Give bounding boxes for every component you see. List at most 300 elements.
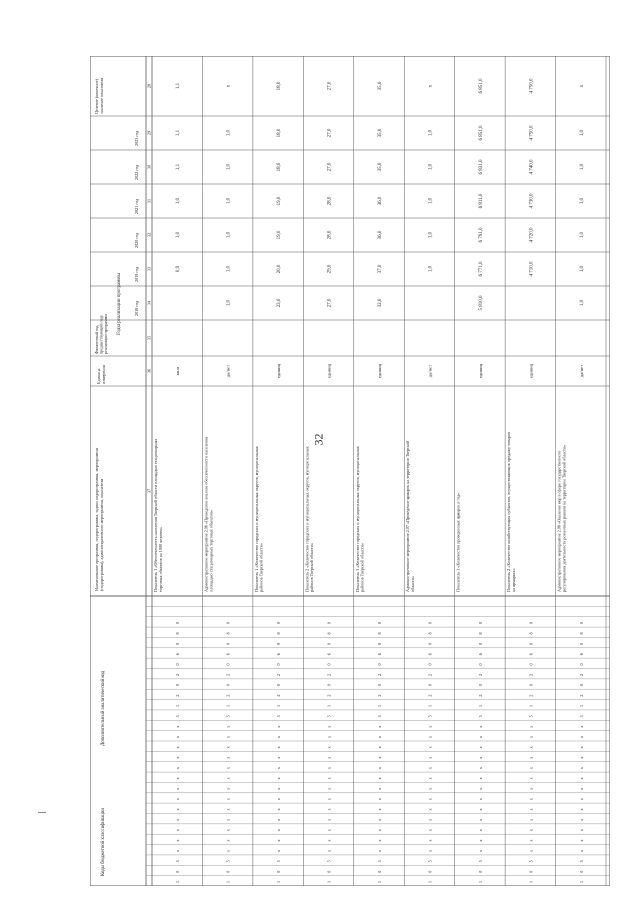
row-code-8-1: 0: [578, 870, 584, 873]
row-code-4-2: 5: [377, 860, 382, 863]
row-value-5-4: 1,0: [428, 163, 434, 171]
row-code-1-12: х: [225, 756, 231, 759]
row-code-0-14: х: [175, 735, 181, 739]
row-code-1-8: х: [225, 798, 231, 801]
row-code-0-1: 0: [175, 870, 181, 873]
row-code-2-8: х: [276, 798, 282, 801]
row-code-8-3: х: [578, 849, 584, 852]
row-value-6-5: 6 851,0: [478, 125, 484, 141]
row-code-7-0: 1: [528, 880, 534, 884]
row-value-0-1: 0,9: [176, 265, 182, 273]
row-value-7-2: 4 720,0: [529, 227, 535, 243]
row-code-3-18: 2: [326, 694, 332, 697]
row-code-8-19: 0: [578, 684, 584, 687]
row-code-6-13: х: [477, 746, 483, 749]
row-code-2-11: х: [276, 767, 282, 770]
row-code-2-3: х: [276, 849, 282, 852]
row-code-8-24: 8: [578, 632, 584, 635]
row-value-3-0: 27,0: [327, 298, 333, 308]
row-code-1-7: х: [225, 808, 231, 811]
row-code-5-15: х: [427, 725, 433, 728]
row-value-4-3: 36,0: [378, 196, 383, 206]
row-code-4-13: х: [377, 746, 382, 749]
row-target-8: х: [579, 84, 585, 88]
row-code-4-3: х: [377, 849, 382, 852]
row-unit-1: да/нет: [225, 364, 231, 378]
row-code-3-10: х: [326, 777, 332, 780]
row-value-8-0: 1,0: [579, 299, 585, 307]
row-code-6-14: х: [477, 735, 483, 739]
row-code-8-17: 1: [578, 704, 584, 707]
row-code-6-3: х: [477, 849, 483, 852]
row-text-3: Показатель 2 «Количество городских и муниципальных округов, муниципальныхрайонов Тверской области»: [304, 446, 315, 592]
row-code-1-5: х: [225, 829, 231, 832]
row-value-4-1: 37,0: [378, 264, 383, 274]
row-code-5-8: х: [427, 798, 433, 801]
row-code-8-0: 1: [578, 880, 584, 884]
row-unit-0: кв.м: [175, 366, 181, 376]
row-code-7-4: х: [528, 839, 534, 842]
row-code-3-25: 0: [326, 622, 332, 625]
row-code-1-24: 8: [225, 632, 231, 635]
row-target-0: 1,1: [176, 82, 182, 90]
row-code-2-21: 0: [276, 663, 282, 666]
row-code-6-5: х: [477, 829, 483, 832]
row-code-6-1: 0: [477, 870, 483, 873]
additional-codes-header: Дополнительный аналитический код: [101, 670, 106, 746]
row-code-4-23: 0: [377, 642, 382, 645]
row-code-5-7: х: [427, 808, 433, 811]
row-value-0-2: 1,0: [176, 231, 182, 239]
row-code-4-22: 6: [377, 653, 382, 656]
row-code-3-16: 5: [326, 715, 332, 718]
col-number-29: 29: [146, 130, 152, 136]
row-code-8-7: х: [578, 808, 584, 811]
row-code-0-25: 0: [175, 622, 181, 625]
row-code-0-7: х: [175, 808, 181, 811]
row-code-6-15: х: [477, 725, 483, 728]
row-code-3-19: 0: [326, 684, 332, 687]
row-target-3: 27,0: [327, 81, 333, 91]
row-value-7-1: 4 710,0: [529, 261, 535, 277]
row-code-7-9: х: [528, 787, 534, 790]
row-code-5-9: х: [427, 787, 433, 790]
row-code-0-13: х: [175, 746, 181, 749]
row-code-1-9: х: [225, 787, 231, 790]
row-value-1-3: 1,0: [226, 197, 232, 205]
row-code-0-11: х: [175, 767, 181, 770]
row-text-4: Показатель 3 «Количество городских и муниципальных округов, муниципальныхрайонов Тверской области»: [354, 446, 365, 592]
col-number-28: 28: [146, 83, 152, 89]
row-code-2-13: х: [276, 746, 282, 749]
row-value-1-5: 1,0: [226, 129, 232, 137]
row-code-4-16: 5: [377, 715, 382, 718]
row-code-5-23: 0: [427, 642, 433, 645]
row-code-1-22: 6: [225, 653, 231, 656]
row-value-6-4: 6 831,0: [478, 159, 484, 175]
row-value-4-4: 35,0: [378, 162, 383, 172]
row-code-1-15: х: [225, 725, 231, 728]
row-target-5: х: [428, 84, 434, 88]
row-code-3-0: 1: [326, 880, 332, 884]
row-value-4-5: 35,0: [378, 128, 383, 138]
row-code-8-10: х: [578, 777, 584, 780]
row-code-6-10: х: [477, 777, 483, 780]
row-unit-8: да/нет: [578, 364, 584, 378]
year-header-2: 2020 год: [134, 232, 139, 248]
row-code-8-14: х: [578, 735, 584, 739]
row-code-2-6: х: [276, 818, 282, 821]
row-value-8-4: 1,0: [579, 163, 585, 171]
row-code-3-17: 1: [326, 704, 332, 707]
row-code-6-23: 0: [477, 642, 483, 645]
row-code-7-16: 5: [528, 715, 534, 718]
row-value-2-1: 20,0: [277, 264, 283, 274]
row-code-2-9: х: [276, 787, 282, 790]
budget-codes-header: Коды бюджетной классификации: [101, 808, 106, 876]
row-code-4-18: 2: [377, 694, 382, 697]
row-code-2-7: х: [276, 808, 282, 811]
row-code-5-12: х: [427, 756, 433, 759]
row-code-2-25: 0: [276, 622, 282, 625]
row-code-6-12: х: [477, 756, 483, 759]
row-code-1-13: х: [225, 746, 231, 749]
row-code-6-19: 0: [477, 684, 483, 687]
row-code-0-5: х: [175, 829, 181, 832]
row-value-1-2: 1,0: [226, 231, 232, 239]
row-code-6-24: 8: [477, 632, 483, 635]
row-code-5-24: 8: [427, 632, 433, 635]
row-code-1-4: х: [225, 839, 231, 842]
row-code-8-8: х: [578, 798, 584, 801]
row-code-2-24: 8: [276, 632, 282, 635]
row-code-7-23: 0: [528, 642, 534, 645]
year-header-5: 2023 год: [134, 130, 139, 146]
row-code-6-8: х: [477, 798, 483, 801]
row-value-0-3: 1,0: [176, 197, 182, 205]
row-code-1-0: 1: [225, 880, 231, 884]
program-name-header: Наименование программы, подпрограммы, задачи подпрограммы, мероприятия(подпрограммы), административного мероприятия, показателя: [94, 448, 104, 591]
row-code-1-10: х: [225, 777, 231, 780]
row-code-3-15: х: [326, 725, 332, 728]
row-value-3-2: 28,0: [327, 230, 333, 240]
row-code-6-0: 1: [477, 880, 483, 884]
row-code-3-22: 6: [326, 653, 332, 656]
row-value-6-3: 6 811,0: [478, 193, 484, 209]
row-code-1-6: х: [225, 818, 231, 821]
row-code-5-16: 5: [427, 715, 433, 718]
row-code-0-8: х: [175, 798, 181, 801]
row-code-1-23: 0: [225, 642, 231, 645]
row-code-6-17: 1: [477, 704, 483, 707]
row-code-2-14: х: [276, 735, 282, 739]
row-code-8-22: 6: [578, 653, 584, 656]
row-code-0-0: 1: [175, 880, 181, 884]
row-code-1-1: 0: [225, 870, 231, 873]
row-code-4-9: х: [377, 787, 382, 790]
row-code-2-20: 2: [276, 673, 282, 676]
row-code-8-23: 0: [578, 642, 584, 645]
row-code-7-18: 2: [528, 694, 534, 697]
row-value-3-4: 27,0: [327, 162, 333, 172]
row-code-7-22: 6: [528, 653, 534, 656]
table-svg: [90, 56, 610, 886]
row-code-5-3: х: [427, 849, 433, 852]
row-code-2-10: х: [276, 777, 282, 780]
row-code-4-17: 1: [377, 704, 382, 707]
row-code-5-18: 2: [427, 694, 433, 697]
row-code-8-5: х: [578, 829, 584, 832]
row-code-3-14: х: [326, 735, 332, 739]
row-code-1-16: 5: [225, 715, 231, 718]
col-number-32: 32: [146, 232, 152, 238]
row-text-2: Показатель 1 «Количество городских и муниципальных округов, муниципальныхрайонов Тверской области»: [253, 446, 264, 592]
row-value-2-3: 19,0: [277, 196, 283, 206]
row-code-0-18: 2: [175, 694, 181, 697]
row-code-3-9: х: [326, 787, 332, 790]
row-code-0-15: х: [175, 725, 181, 728]
row-code-0-19: 0: [175, 684, 181, 687]
row-value-6-1: 6 771,0: [478, 261, 484, 277]
row-value-5-3: 1,0: [428, 197, 434, 205]
row-code-1-14: х: [225, 735, 231, 739]
col-number-36: 36: [146, 368, 152, 374]
row-code-3-2: 5: [326, 860, 332, 863]
row-code-6-9: х: [477, 787, 483, 790]
row-code-7-10: х: [528, 777, 534, 780]
row-code-0-20: 2: [175, 673, 181, 676]
row-value-5-5: 1,0: [428, 129, 434, 137]
row-code-4-6: х: [377, 818, 382, 821]
row-code-3-12: х: [326, 756, 332, 759]
row-code-2-1: 0: [276, 870, 282, 873]
row-code-6-2: 5: [477, 860, 483, 863]
row-code-7-12: х: [528, 756, 534, 759]
row-code-4-11: х: [377, 767, 382, 770]
row-code-2-22: 6: [276, 653, 282, 656]
row-value-2-4: 18,0: [277, 162, 283, 172]
row-code-3-8: х: [326, 798, 332, 801]
row-target-4: 35,0: [378, 81, 383, 91]
row-code-3-4: х: [326, 839, 332, 842]
row-code-3-11: х: [326, 767, 332, 770]
row-code-1-11: х: [225, 767, 231, 770]
row-code-7-14: х: [528, 735, 534, 739]
row-value-5-1: 1,0: [428, 265, 434, 273]
row-code-7-25: 0: [528, 622, 534, 625]
row-value-8-5: 1,0: [579, 129, 585, 137]
unit-header: Единицаизмерения: [96, 365, 106, 384]
row-code-8-16: 5: [578, 715, 584, 718]
row-value-7-4: 4 740,0: [529, 159, 535, 175]
row-code-0-2: 5: [175, 860, 181, 863]
row-code-3-13: х: [326, 746, 332, 749]
row-code-4-0: 1: [377, 880, 382, 884]
row-code-5-5: х: [427, 829, 433, 832]
row-code-5-17: 1: [427, 704, 433, 707]
row-code-7-13: х: [528, 746, 534, 749]
row-code-4-12: х: [377, 756, 382, 759]
row-value-0-4: 1,1: [176, 163, 182, 171]
row-code-4-19: 0: [377, 684, 382, 687]
row-text-1: Административное мероприятие 2.06 «Проведение анализа обеспеченности населенияплощадью стационарных торговых объектов»: [203, 436, 214, 592]
row-code-7-19: 0: [528, 684, 534, 687]
row-code-0-23: 0: [175, 642, 181, 645]
row-code-5-6: х: [427, 818, 433, 821]
row-code-8-4: х: [578, 839, 584, 842]
row-code-1-25: 0: [225, 622, 231, 625]
row-value-6-0: 5 810,0: [478, 295, 484, 311]
row-code-4-20: 2: [377, 673, 382, 676]
row-code-8-21: 0: [578, 663, 584, 666]
row-code-5-20: 2: [427, 673, 433, 676]
row-code-3-7: х: [326, 808, 332, 811]
row-target-7: 4 750,0: [529, 78, 535, 94]
row-code-8-13: х: [578, 746, 584, 749]
row-code-5-10: х: [427, 777, 433, 780]
row-code-5-21: 0: [427, 663, 433, 666]
row-code-8-20: 2: [578, 673, 584, 676]
row-code-5-2: 5: [427, 860, 433, 863]
row-code-2-12: х: [276, 756, 282, 759]
row-value-0-5: 1,1: [176, 129, 182, 137]
row-value-8-3: 1,0: [579, 197, 585, 205]
row-value-2-2: 19,0: [277, 230, 283, 240]
row-code-2-4: х: [276, 839, 282, 842]
row-value-3-3: 28,0: [327, 196, 333, 206]
row-value-4-2: 36,0: [378, 230, 383, 240]
row-value-1-0: 1,0: [226, 299, 232, 307]
row-code-0-17: 1: [175, 704, 181, 707]
col-number-30: 30: [146, 164, 152, 170]
row-code-4-5: х: [377, 829, 382, 832]
row-code-8-2: 5: [578, 860, 584, 863]
row-code-8-18: 2: [578, 694, 584, 697]
row-code-6-7: х: [477, 808, 483, 811]
row-code-0-12: х: [175, 756, 181, 759]
row-value-2-5: 18,0: [277, 128, 283, 138]
row-unit-5: да/нет: [427, 364, 433, 378]
row-value-6-2: 6 791,0: [478, 227, 484, 243]
row-code-7-15: х: [528, 725, 534, 728]
row-code-0-4: х: [175, 839, 181, 842]
row-code-3-23: 0: [326, 642, 332, 645]
row-code-7-2: 5: [528, 860, 534, 863]
row-value-1-1: 1,0: [226, 265, 232, 273]
row-code-6-21: 0: [477, 663, 483, 666]
row-text-6: Показатель 1 «Количество проведенных ярмарок в год»: [455, 492, 461, 592]
col-number-33: 33: [146, 266, 152, 272]
row-code-6-4: х: [477, 839, 483, 842]
row-code-3-3: х: [326, 849, 332, 852]
row-code-2-15: х: [276, 725, 282, 728]
row-code-7-7: х: [528, 808, 534, 811]
row-value-3-1: 29,0: [327, 264, 333, 274]
row-value-8-2: 1,0: [579, 231, 585, 239]
row-text-7: Показатель 2 «Количество хозяйствующих субъектов, осуществляющих продажу товаровна ярмарках»: [506, 432, 516, 592]
row-unit-6: единиц: [477, 363, 483, 379]
row-code-3-24: 8: [326, 632, 332, 635]
page-number: 32: [311, 433, 326, 446]
col-number-37: 37: [146, 488, 152, 494]
row-target-6: 6 851,0: [478, 78, 484, 94]
years-header: Годы реализации программы: [117, 273, 122, 335]
target-header: Целевое (конечное)значение показателя: [94, 77, 104, 114]
row-code-2-2: 5: [276, 860, 282, 863]
row-code-4-4: х: [377, 839, 382, 842]
row-value-4-0: 32,0: [378, 298, 383, 308]
row-code-5-22: 6: [427, 653, 433, 656]
row-code-7-21: 0: [528, 663, 534, 666]
row-code-2-16: 5: [276, 715, 282, 718]
row-code-4-15: х: [377, 725, 382, 728]
row-code-3-5: х: [326, 829, 332, 832]
row-code-6-11: х: [477, 767, 483, 770]
row-code-7-1: 0: [528, 870, 534, 873]
row-value-3-5: 27,0: [327, 128, 333, 138]
row-value-5-2: 1,0: [428, 231, 434, 239]
row-target-1: х: [226, 84, 232, 88]
row-text-0: Показатель 1 «Обеспеченность населения Тверской области площадью стационарныхторговых объектов на 1000 человек»: [153, 438, 163, 592]
row-code-4-24: 8: [377, 632, 382, 635]
row-code-7-11: х: [528, 767, 534, 770]
rotated-table-sheet: [90, 56, 610, 886]
row-code-3-21: 0: [326, 663, 332, 666]
col-number-34: 34: [146, 300, 152, 306]
scan-mark: [38, 812, 46, 813]
row-code-5-19: 0: [427, 684, 433, 687]
row-code-4-10: х: [377, 777, 382, 780]
row-value-1-4: 1,0: [226, 163, 232, 171]
row-code-0-10: х: [175, 777, 181, 780]
col-number-31: 31: [146, 198, 152, 204]
row-code-7-20: 2: [528, 673, 534, 676]
row-code-8-15: х: [578, 725, 584, 728]
row-code-4-1: 0: [377, 870, 382, 873]
row-text-5: Административное мероприятие 2.07 «Проведение ярмарок на территории Тверскойобласти»: [405, 440, 416, 592]
row-code-0-22: 6: [175, 653, 181, 656]
row-code-2-18: 2: [276, 694, 282, 697]
year-header-1: 2019 год: [134, 266, 139, 282]
row-code-6-22: 6: [477, 653, 483, 656]
row-code-1-20: 2: [225, 673, 231, 676]
row-code-7-8: х: [528, 798, 534, 801]
row-code-8-25: 0: [578, 622, 584, 625]
row-unit-4: единиц: [377, 363, 382, 379]
row-code-3-1: 0: [326, 870, 332, 873]
col-number-35: 35: [146, 335, 152, 341]
row-code-4-25: 0: [377, 622, 382, 625]
row-code-4-14: х: [377, 735, 382, 739]
row-code-6-20: 2: [477, 673, 483, 676]
row-code-0-16: 5: [175, 715, 181, 718]
row-code-0-3: х: [175, 849, 181, 852]
row-code-0-24: 8: [175, 632, 181, 635]
row-code-1-17: 1: [225, 704, 231, 707]
row-value-7-3: 4 730,0: [529, 193, 535, 209]
row-code-4-7: х: [377, 808, 382, 811]
row-target-2: 18,0: [277, 81, 283, 91]
row-unit-7: единиц: [528, 363, 534, 379]
row-code-7-17: 1: [528, 704, 534, 707]
row-code-8-6: х: [578, 818, 584, 821]
base-year-header: Финансовый год,предшествующий годуреализации программы: [94, 314, 109, 354]
year-header-4: 2022 год: [134, 164, 139, 180]
year-header-3: 2021 год: [134, 198, 139, 214]
row-code-2-23: 0: [276, 642, 282, 645]
row-code-8-11: х: [578, 767, 584, 770]
row-code-5-1: 0: [427, 870, 433, 873]
